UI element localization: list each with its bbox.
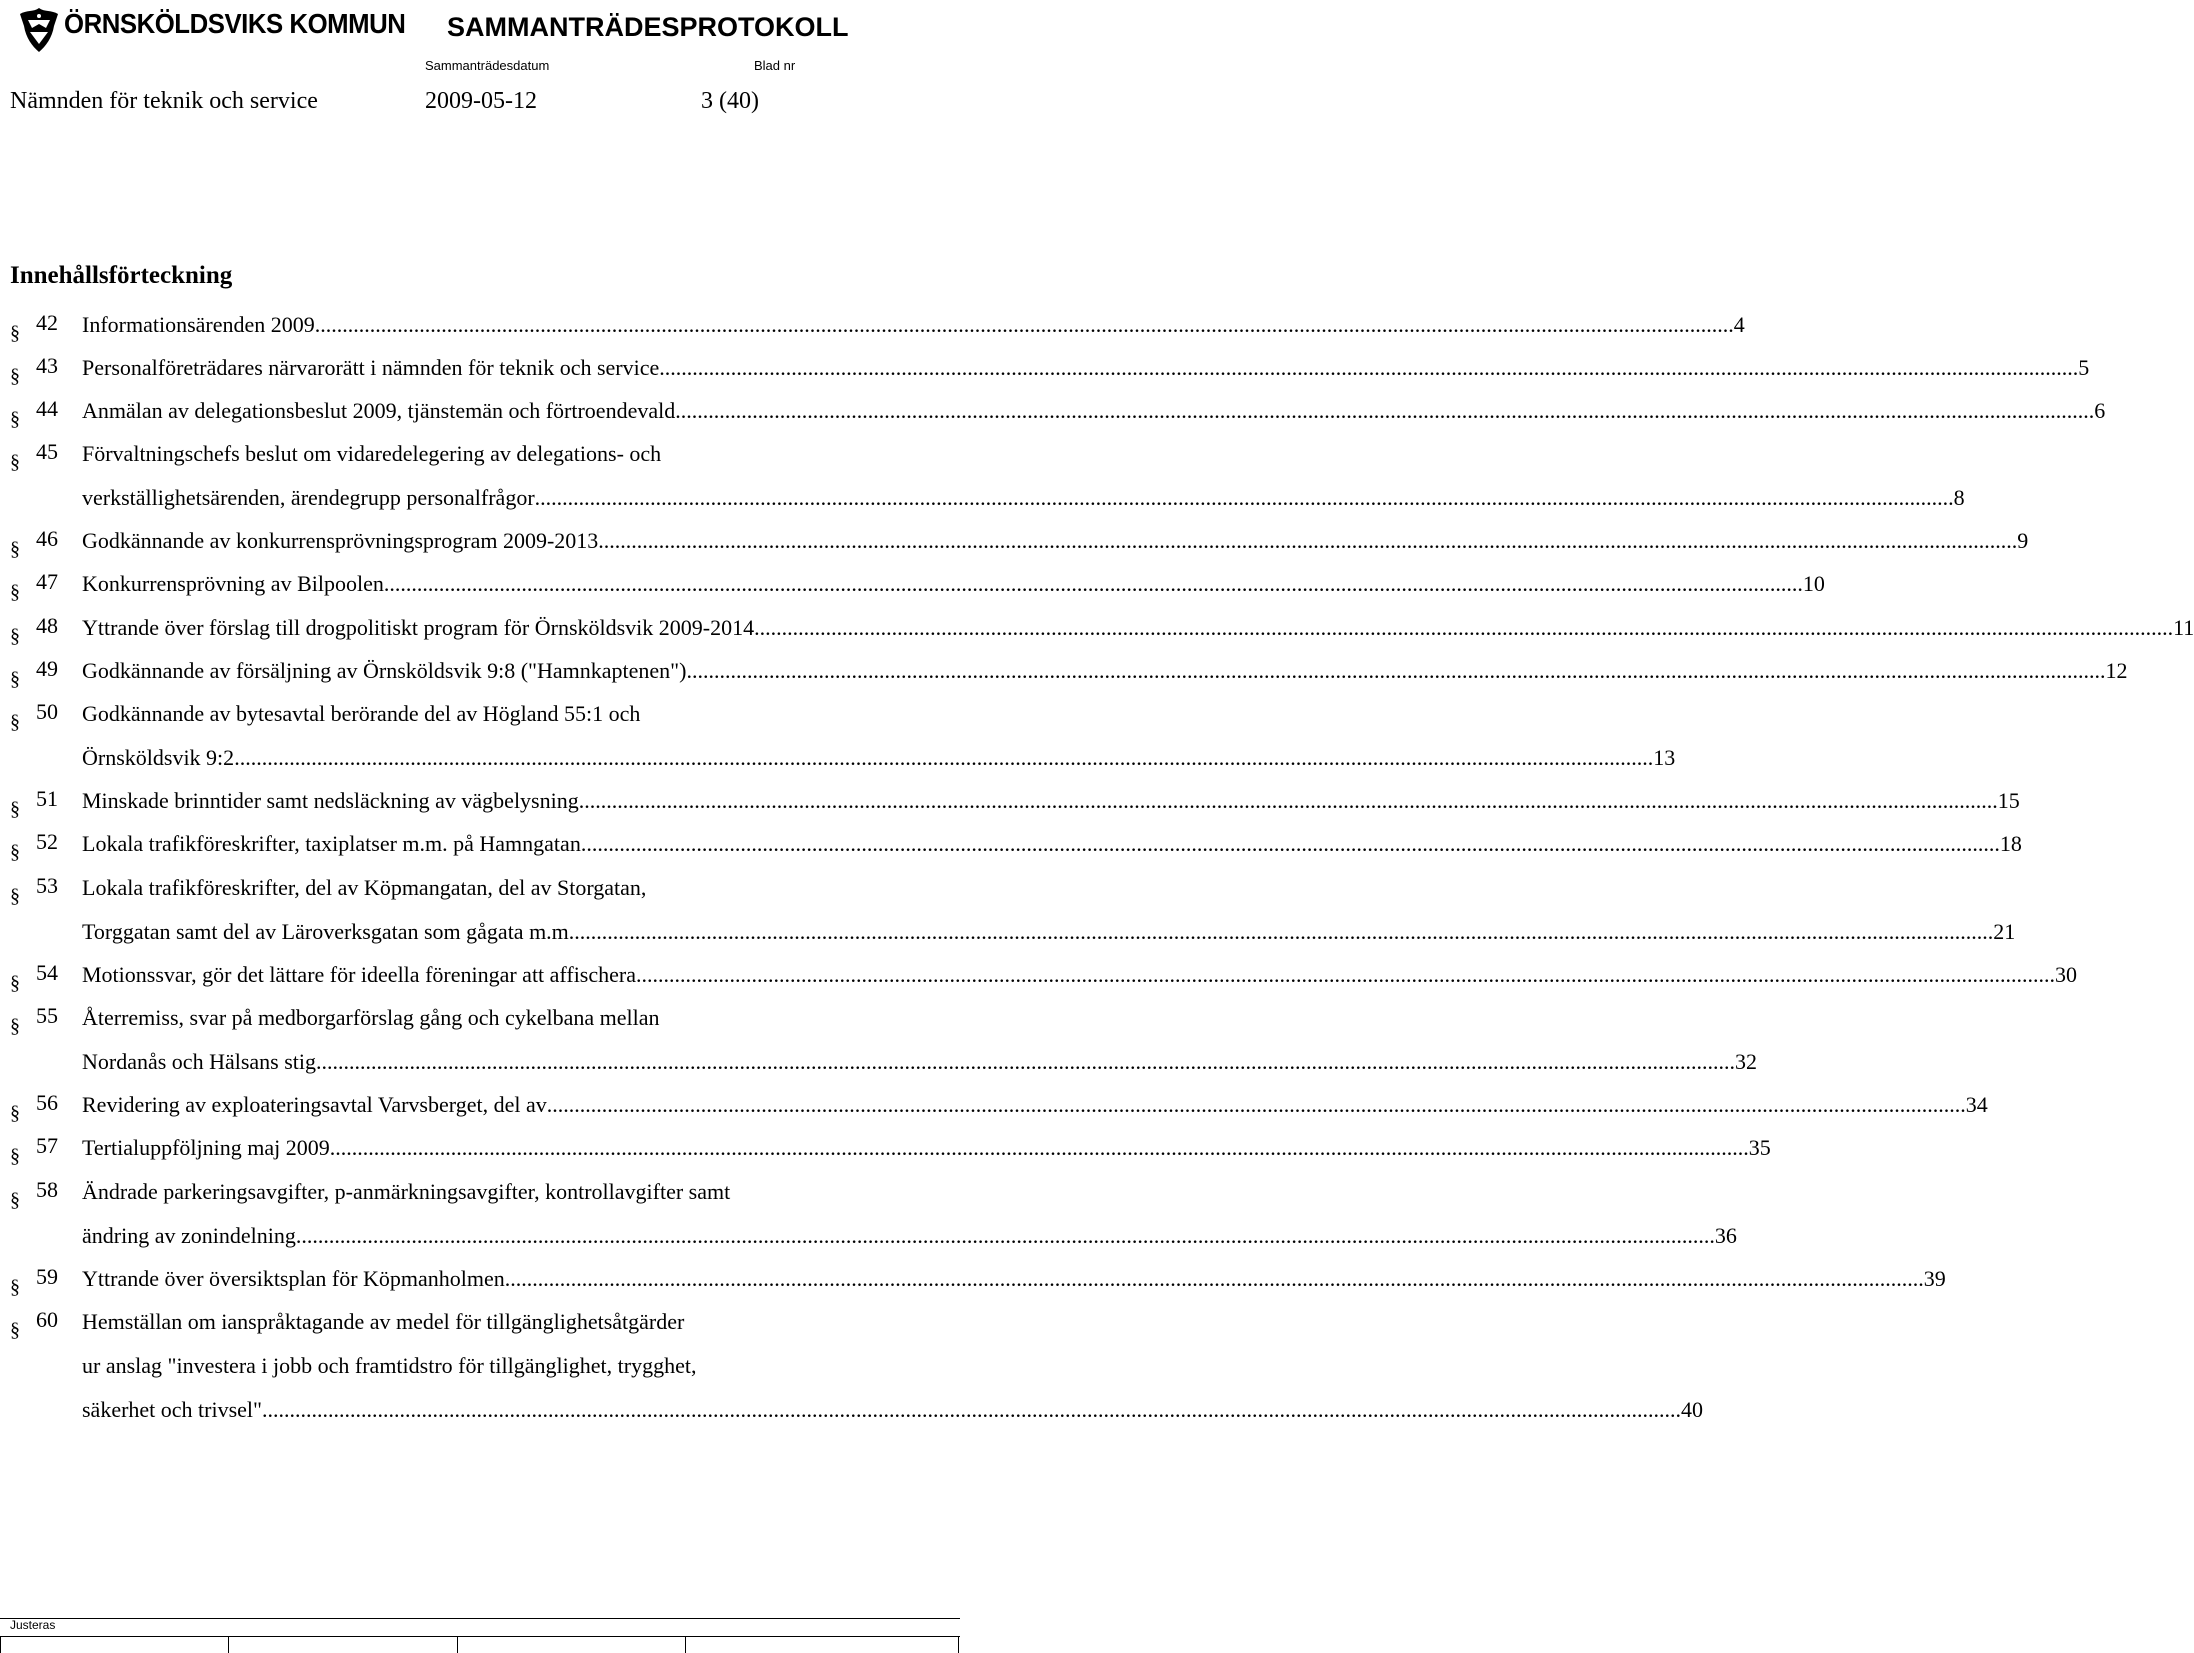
toc-entry-line [82, 1395, 1704, 1425]
toc-entry-page: 9 [2017, 528, 2029, 553]
paragraph-sign-icon: § [10, 365, 20, 387]
municipality-crest-icon [18, 6, 60, 54]
paragraph-sign-icon: § [10, 625, 20, 647]
toc-entry-line [82, 613, 2194, 643]
toc-leader-dots: .................................................................................................................................................................................................................................................................. [504, 1266, 1924, 1291]
toc-entry-line [82, 526, 2029, 556]
toc-leader-dots: .................................................................................................................................................................................................................................................................. [295, 1223, 1715, 1248]
toc-entry-title: Revidering av exploateringsavtal Varvsberget, del av [82, 1092, 547, 1117]
toc-entry-title: ändring av zonindelning [82, 1223, 296, 1248]
toc-entry-page: 15 [1997, 788, 2020, 813]
toc-entry-line: Lokala trafikföreskrifter, del av Köpmangatan, del av Storgatan, [82, 875, 647, 900]
paragraph-sign-icon: § [10, 581, 20, 603]
signature-cell [457, 1637, 458, 1653]
signature-cell [228, 1637, 229, 1653]
toc-entry-title: Anmälan av delegationsbeslut 2009, tjänstemän och förtroendevald [82, 398, 676, 423]
toc-entry-title: säkerhet och trivsel" [82, 1397, 263, 1422]
paragraph-sign-icon: § [10, 1102, 20, 1124]
toc-entry-number: 54 [36, 960, 58, 985]
toc-entry-number: 49 [36, 656, 58, 681]
paragraph-sign-icon: § [10, 711, 20, 733]
paragraph-sign-icon: § [10, 1015, 20, 1037]
toc-entry-page: 18 [1999, 831, 2022, 856]
toc-entry-page: 32 [1735, 1049, 1758, 1074]
toc-leader-dots: .................................................................................................................................................................................................................................................................. [383, 571, 1803, 596]
toc-entry-line [82, 353, 2090, 383]
meeting-date: 2009-05-12 [425, 88, 537, 114]
toc-entry-title: Personalföreträdares närvarorätt i nämnden för teknik och service [82, 355, 660, 380]
signature-cell [958, 1637, 959, 1653]
toc-entry-line [82, 1047, 1758, 1077]
toc-entry-line: ur anslag "investera i jobb och framtidstro för tillgänglighet, trygghet, [82, 1353, 697, 1378]
paragraph-sign-icon: § [10, 798, 20, 820]
toc-entry-line: Förvaltningschefs beslut om vidaredelegering av delegations- och [82, 441, 662, 466]
toc-entry-title: Tertialuppföljning maj 2009 [82, 1135, 330, 1160]
toc-entry-page: 13 [1653, 745, 1676, 770]
paragraph-sign-icon: § [10, 841, 20, 863]
toc-leader-dots: .................................................................................................................................................................................................................................................................. [636, 962, 2055, 987]
toc-entry-line [82, 786, 2020, 816]
toc-entry-page: 39 [1923, 1266, 1946, 1291]
toc-entry-line [82, 483, 1965, 513]
toc-entry-number: 50 [36, 699, 58, 724]
toc-leader-dots: .................................................................................................................................................................................................................................................................. [598, 528, 2018, 553]
document-title: SAMMANTRÄDESPROTOKOLL [447, 12, 849, 42]
paragraph-sign-icon: § [10, 972, 20, 994]
page-number-label: Blad nr [754, 58, 796, 73]
paragraph-sign-icon: § [10, 538, 20, 560]
toc-entry-line: Ändrade parkeringsavgifter, p-anmärkningsavgifter, kontrollavgifter samt [82, 1179, 731, 1204]
toc-entry-line: Godkännande av bytesavtal berörande del av Högland 55:1 och [82, 701, 641, 726]
municipality-name: ÖRNSKÖLDSVIKS KOMMUN [64, 8, 406, 39]
toc-entry-page: 4 [1733, 312, 1745, 337]
toc-entry-page: 11 [2173, 615, 2194, 640]
toc-entry-page: 10 [1802, 571, 1825, 596]
toc-entry-title: Konkurrensprövning av Bilpoolen [82, 571, 384, 596]
toc-entry-number: 55 [36, 1003, 58, 1028]
toc-entry-line: Hemställan om ianspråktagande av medel för tillgänglighetsåtgärder [82, 1309, 685, 1334]
paragraph-sign-icon: § [10, 322, 20, 344]
toc-entry-number: 48 [36, 613, 58, 638]
paragraph-sign-icon: § [10, 1276, 20, 1298]
toc-entry-title: Motionssvar, gör det lättare för ideella föreningar att affischera [82, 962, 636, 987]
toc-leader-dots: .................................................................................................................................................................................................................................................................. [580, 831, 2000, 856]
meeting-date-label: Sammanträdesdatum [425, 58, 550, 73]
toc-entry-number: 47 [36, 569, 58, 594]
toc-entry-line [82, 569, 1825, 599]
toc-entry-page: 6 [2094, 398, 2106, 423]
toc-leader-dots: .................................................................................................................................................................................................................................................................. [234, 745, 1654, 770]
toc-entry-line [82, 1264, 1946, 1294]
committee-name: Nämnden för teknik och service [10, 88, 318, 114]
paragraph-sign-icon: § [10, 1319, 20, 1341]
toc-entry-page: 35 [1748, 1135, 1771, 1160]
toc-entry-line [82, 917, 2016, 947]
toc-entry-page: 40 [1681, 1397, 1704, 1422]
toc-entry-number: 44 [36, 396, 58, 421]
toc-leader-dots: .................................................................................................................................................................................................................................................................. [314, 312, 1734, 337]
toc-leader-dots: .................................................................................................................................................................................................................................................................. [659, 355, 2079, 380]
toc-entry-number: 42 [36, 310, 58, 335]
toc-entry-number: 52 [36, 829, 58, 854]
toc-entry-title: Yttrande över översiktsplan för Köpmanholmen [82, 1266, 505, 1291]
toc-entry-title: Lokala trafikföreskrifter, taxiplatser m.m. på Hamngatan [82, 831, 581, 856]
signature-table [0, 1636, 960, 1652]
toc-entry-title: Godkännande av försäljning av Örnsköldsvik 9:8 ("Hamnkaptenen") [82, 658, 687, 683]
paragraph-sign-icon: § [10, 451, 20, 473]
toc-entry-title: Yttrande över förslag till drogpolitiskt program för Örnsköldsvik 2009-2014 [82, 615, 755, 640]
toc-entry-number: 58 [36, 1177, 58, 1202]
toc-entry-title: Örnsköldsvik 9:2 [82, 745, 235, 770]
paragraph-sign-icon: § [10, 1189, 20, 1211]
paragraph-sign-icon: § [10, 408, 20, 430]
toc-entry-page: 21 [1993, 919, 2016, 944]
toc-entry-line: Återremiss, svar på medborgarförslag gång och cykelbana mellan [82, 1005, 660, 1030]
toc-leader-dots: .................................................................................................................................................................................................................................................................. [686, 658, 2106, 683]
toc-leader-dots: .................................................................................................................................................................................................................................................................. [534, 485, 1954, 510]
signature-cell [0, 1637, 1, 1653]
page-number: 3 (40) [701, 88, 759, 114]
toc-entry-line [82, 396, 2106, 426]
toc-entry-title: Minskade brinntider samt nedsläckning av vägbelysning [82, 788, 579, 813]
toc-leader-dots: .................................................................................................................................................................................................................................................................. [574, 919, 1994, 944]
toc-leader-dots: .................................................................................................................................................................................................................................................................. [262, 1397, 1682, 1422]
toc-entry-line [82, 1221, 1737, 1251]
toc-entry-line [82, 960, 2077, 990]
toc-entry-page: 30 [2055, 962, 2077, 987]
toc-entry-page: 12 [2105, 658, 2128, 683]
toc-entry-line [82, 1133, 1771, 1163]
toc-entry-title: Torggatan samt del av Läroverksgatan som gågata m.m. [82, 919, 575, 944]
toc-entry-line [82, 743, 1676, 773]
toc-leader-dots: .................................................................................................................................................................................................................................................................. [329, 1135, 1749, 1160]
toc-entry-number: 56 [36, 1090, 58, 1115]
toc-entry-number: 60 [36, 1307, 58, 1332]
paragraph-sign-icon: § [10, 1145, 20, 1167]
paragraph-sign-icon: § [10, 668, 20, 690]
toc-entry-number: 53 [36, 873, 58, 898]
toc-leader-dots: .................................................................................................................................................................................................................................................................. [578, 788, 1998, 813]
toc-entry-line [82, 310, 1745, 340]
toc-entry-title: Godkännande av konkurrensprövningsprogram 2009-2013 [82, 528, 599, 553]
toc-entry-title: verkställighetsärenden, ärendegrupp personalfrågor [82, 485, 535, 510]
paragraph-sign-icon: § [10, 885, 20, 907]
toc-entry-line [82, 1090, 1988, 1120]
toc-entry-page: 36 [1714, 1223, 1737, 1248]
toc-entry-title: Informationsärenden 2009 [82, 312, 315, 337]
toc-leader-dots: .................................................................................................................................................................................................................................................................. [316, 1049, 1736, 1074]
footer-rule [0, 1618, 960, 1619]
toc-entry-number: 43 [36, 353, 58, 378]
toc-entry-line [82, 829, 2022, 859]
toc-entry-line [82, 656, 2128, 686]
toc-entry-title: Nordanås och Hälsans stig [82, 1049, 317, 1074]
toc-entry-number: 46 [36, 526, 58, 551]
toc-entry-number: 57 [36, 1133, 58, 1158]
toc-entry-page: 8 [1953, 485, 1965, 510]
toc-entry-page: 34 [1965, 1092, 1988, 1117]
toc-heading: Innehållsförteckning [10, 262, 233, 289]
toc-entry-page: 5 [2078, 355, 2090, 380]
toc-entry-number: 59 [36, 1264, 58, 1289]
toc-leader-dots: .................................................................................................................................................................................................................................................................. [754, 615, 2174, 640]
justeras-label: Justeras [10, 1618, 56, 1632]
toc-entry-number: 45 [36, 439, 58, 464]
toc-leader-dots: .................................................................................................................................................................................................................................................................. [675, 398, 2095, 423]
toc-entry-number: 51 [36, 786, 58, 811]
signature-cell [685, 1637, 686, 1653]
toc-leader-dots: .................................................................................................................................................................................................................................................................. [546, 1092, 1966, 1117]
